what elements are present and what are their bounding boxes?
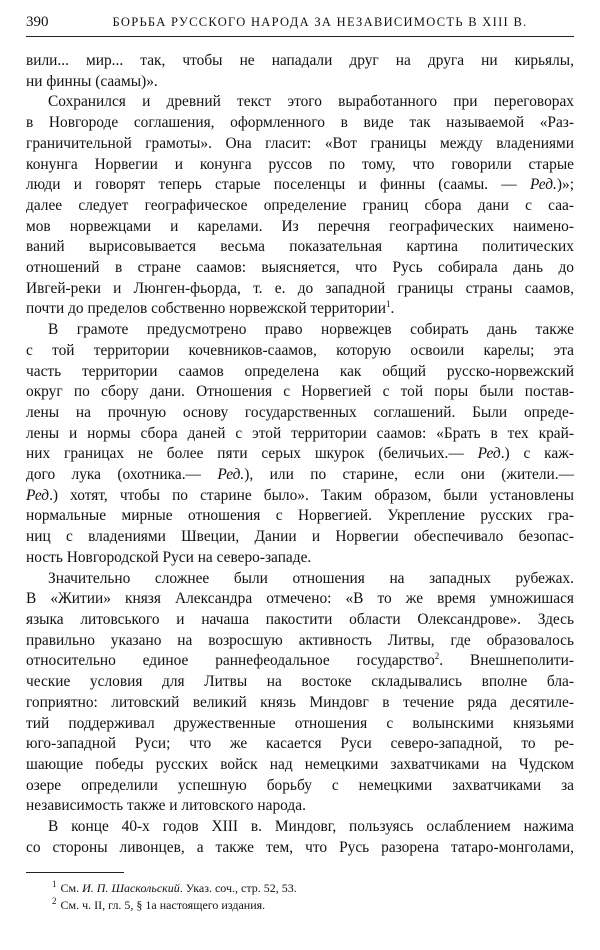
text-fragment: .) с каж- — [500, 445, 574, 463]
text-line: ниц с владениями Швеции, Дании и Норвегии обеспечивало безопас- — [26, 528, 574, 546]
footnote-2 — [26, 897, 574, 914]
paragraph-continuation — [26, 51, 574, 92]
text-fragment: .) хотят, чтобы по старине было». Таким образом, были установлены — [49, 486, 574, 504]
text-line: озере определили успешную борьбу с немецкими захватчиками за — [26, 776, 574, 794]
text-line: мов норвежцами и карелами. Из перечня географических наимено- — [26, 217, 574, 235]
text-line: в Новгороде соглашения, оформленного в виде так называемой «Раз- — [26, 114, 574, 132]
text-line: отношений в стране саамов: выясняется, что Русь собирала дань до — [26, 259, 574, 277]
footnote-divider — [26, 872, 124, 873]
text-line — [26, 651, 574, 672]
footnote-1 — [26, 880, 574, 897]
footnote-ref[interactable]: 1 — [385, 299, 391, 310]
editor-note: Ред. — [217, 466, 245, 484]
editor-note: Ред. — [529, 176, 557, 194]
footnote-author: И. П. Шаскольский — [82, 881, 180, 896]
paragraph-treaty-text — [26, 92, 574, 320]
text-fragment: люди и говорят теперь старые поселенцы и финны (саамы. — — [26, 176, 517, 194]
text-line: шающие победы русских войск над немецкими захватчиками на Чудском — [26, 755, 574, 773]
paragraph-lithuania — [26, 569, 574, 817]
text-line: нормальные мирные отношения с Норвегией. Укрепление русских гра- — [26, 507, 574, 525]
paragraph-tribute — [26, 320, 574, 568]
text-line: гоприятно: литовский великий князь Миндовг в течение ряда десятиле- — [26, 693, 574, 711]
text-line: В «Житии» князя Александра отмечено: «В то же время умножишася — [26, 590, 574, 608]
page-header — [26, 14, 574, 37]
text-line — [26, 175, 574, 196]
footnotes — [26, 872, 574, 914]
text-line: часть территории саамов определена как общий русско-норвежский — [26, 362, 574, 380]
text-fragment: них границах не более пяти серых шкурок (беличьих.— — [26, 445, 464, 463]
text-line — [26, 486, 574, 507]
footnote-text: . Указ. соч., стр. 52, 53. — [179, 881, 297, 896]
text-line: ность Новгородской Руси на северо-западе. — [26, 548, 312, 566]
text-line: тий поддерживал дружественные отношения с волынскими князьями — [26, 714, 574, 732]
text-line: В грамоте предусмотрено право норвежцев собирать дань также — [48, 321, 574, 339]
text-line: Ивгей-реки и Люнген-фьорда, т. е. до западной границы страны саамов, — [26, 279, 574, 297]
text-fragment: )»; — [556, 176, 574, 194]
text-fragment: дого лука (охотника.— — [26, 466, 201, 484]
text-fragment: относительно единое раннефеодальное государство — [26, 652, 435, 670]
text-line: юго-западной Руси; что же касается Руси северо-западной, то ре- — [26, 735, 574, 753]
text-line: со стороны ливонцев, а также тем, что Русь разорена татаро-монголами, — [26, 838, 574, 856]
text-line: Значительно сложнее были отношения на западных рубежах. — [48, 569, 574, 587]
text-line — [26, 299, 574, 320]
footnote-mark: 2 — [52, 896, 57, 907]
text-line: ческие условия для Литвы на востоке складывались вполне бла- — [26, 673, 574, 691]
text-line — [26, 465, 574, 486]
paragraph-mindaugas — [26, 817, 574, 858]
text-line: лены на прочную основу государственных соглашений. Были опреде- — [26, 403, 574, 421]
text-line: с той территории кочевников-саамов, которую освоили карелы; эта — [26, 341, 574, 359]
text-fragment: . — [390, 300, 395, 318]
editor-note: Ред — [26, 486, 50, 504]
text-line: граничительной грамоты». Она гласит: «Вот границы между владениями — [26, 134, 574, 152]
text-line: ваний вырисовывается весьма показательная картина политических — [26, 238, 574, 256]
text-line: независимость также и литовского народа. — [26, 797, 306, 815]
text-line: правильно указано на возросшую активность Литвы, где образовалось — [26, 631, 574, 649]
text-fragment: . Внешнеполити- — [439, 652, 574, 670]
text-line: В конце 40-х годов XIII в. Миндовг, пользуясь ослаблением нажима — [48, 818, 574, 836]
text-fragment: ), или по старине, если они (жители.— — [244, 466, 574, 484]
text-line: вили... мир... так, чтобы не нападали друг на друга ни кирьялы, — [26, 52, 574, 69]
footnote-text: См. ч. II, гл. 5, § 1а настоящего издания. — [60, 898, 266, 913]
text-line: ни финны (саамы)». — [26, 72, 158, 90]
footnote-mark: 1 — [52, 879, 57, 890]
text-line: Сохранился и древний текст этого выработанного при переговорах — [48, 93, 574, 111]
text-line: конунга Норвегии и конунга руссов по тому, что говорили старые — [26, 155, 574, 173]
text-line: округ по сбору дани. Отношения с Норвегией с той поры были постав- — [26, 383, 574, 401]
running-title: БОРЬБА РУССКОГО НАРОДА ЗА НЕЗАВИСИМОСТЬ В XIII В. — [112, 15, 528, 29]
text-line: далее следует географическое определение границ сбора дани с саа- — [26, 196, 574, 214]
text-line — [26, 444, 574, 465]
text-fragment: почти до пределов собственно норвежской территории — [26, 300, 386, 318]
footnote-ref[interactable]: 2 — [434, 651, 440, 662]
text-line: лены и нормы сбора даней с этой территории саамов: «Брать в тех край- — [26, 424, 574, 442]
page — [26, 14, 574, 914]
text-line: языка литовського и начаша пакостити области Олександрове». Здесь — [26, 610, 574, 628]
editor-note: Ред — [477, 445, 501, 463]
footnote-text: См. — [60, 881, 80, 896]
body-text — [26, 51, 574, 858]
page-number: 390 — [26, 14, 49, 30]
